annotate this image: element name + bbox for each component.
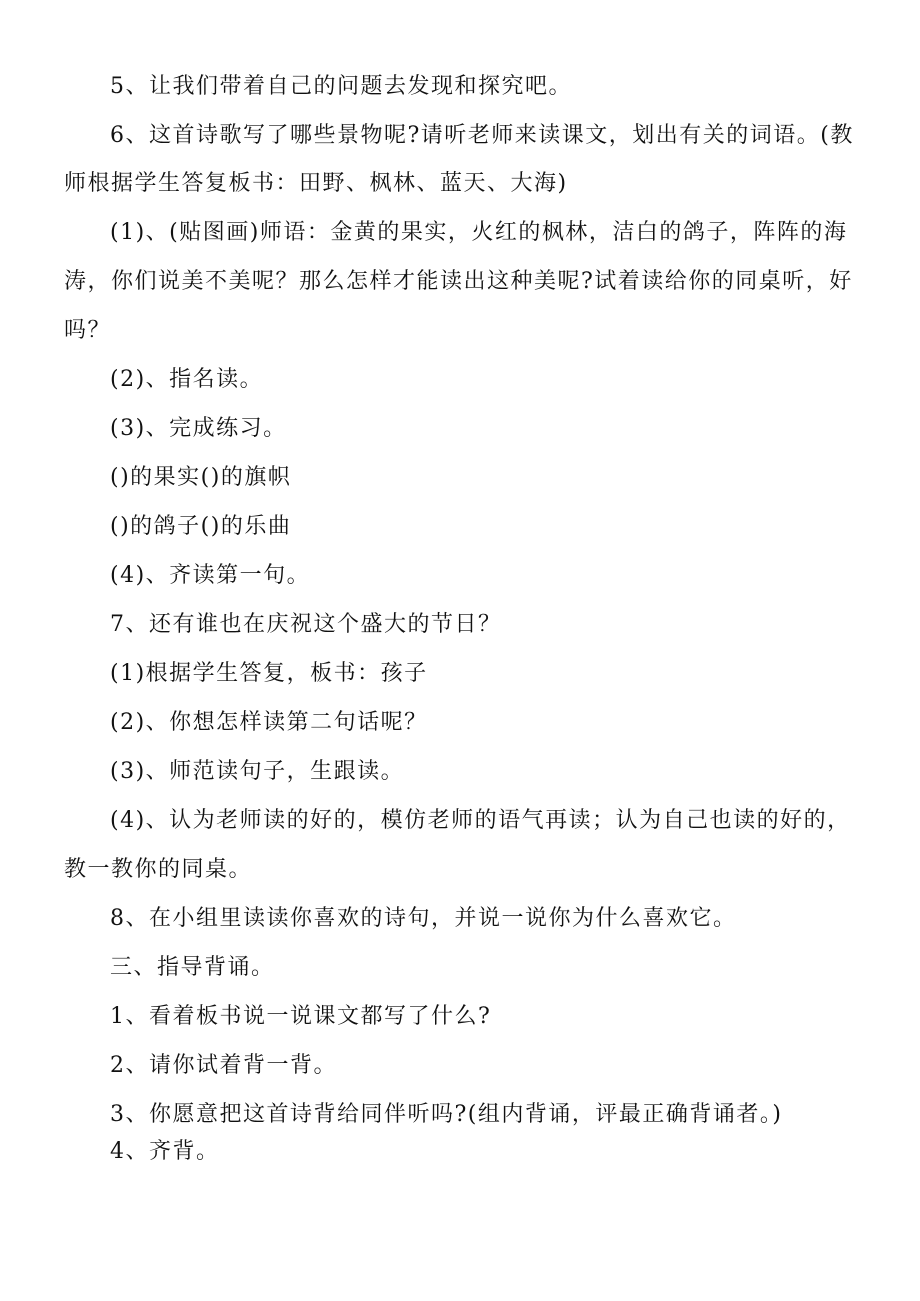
step-7-3-text: (3)、师范读句子，生跟读。 [110,759,405,784]
step-6-1-text-end: 吗？ [64,318,112,343]
step-6-3-text: (3)、完成练习。 [110,416,287,441]
step-8-text: 8、在小组里读读你喜欢的诗句，并说一说你为什么喜欢它。 [110,906,737,931]
recite-step-3: 3、你愿意把这首诗背给同伴听吗?(组内背诵，评最正确背诵者。) [110,1102,783,1127]
step-6-text: 6、这首诗歌写了哪些景物呢?请听老师来读课文，划出有关的词语。(教 [110,123,854,148]
section-3-heading: 三、指导背诵。 [110,955,275,980]
exercise-line-2: ()的鸽子()的乐曲 [110,514,292,539]
step-6-4-text: (4)、齐读第一句。 [110,563,311,588]
recite-step-1: 1、看着板书说一说课文都写了什么? [110,1004,492,1029]
recite-step-2: 2、请你试着背一背。 [110,1053,337,1078]
step-6-text-cont: 师根据学生答复板书：田野、枫林、蓝天、大海) [64,171,568,196]
step-5-text: 5、让我们带着自己的问题去发现和探究吧。 [110,74,572,99]
step-7-4-text-cont: 教一教你的同桌。 [64,857,253,882]
step-7-1-text: (1)根据学生答复，板书：孩子 [110,661,428,686]
step-7-text: 7、还有谁也在庆祝这个盛大的节日？ [110,612,502,637]
exercise-line-1: ()的果实()的旗帜 [110,465,292,490]
step-7-4-text: (4)、认为老师读的好的，模仿老师的语气再读；认为自己也读的好的， [110,808,851,833]
step-6-1-text-cont: 涛，你们说美不美呢？那么怎样才能读出这种美呢?试着读给你的同桌听，好 [64,269,853,294]
step-6-2-text: (2)、指名读。 [110,367,264,392]
recite-step-4: 4、齐背。 [110,1139,220,1164]
step-6-1-text: (1)、(贴图画)师语：金黄的果实，火红的枫林，洁白的鸽子，阵阵的海 [110,220,848,245]
step-7-2-text: (2)、你想怎样读第二句话呢？ [110,710,428,735]
